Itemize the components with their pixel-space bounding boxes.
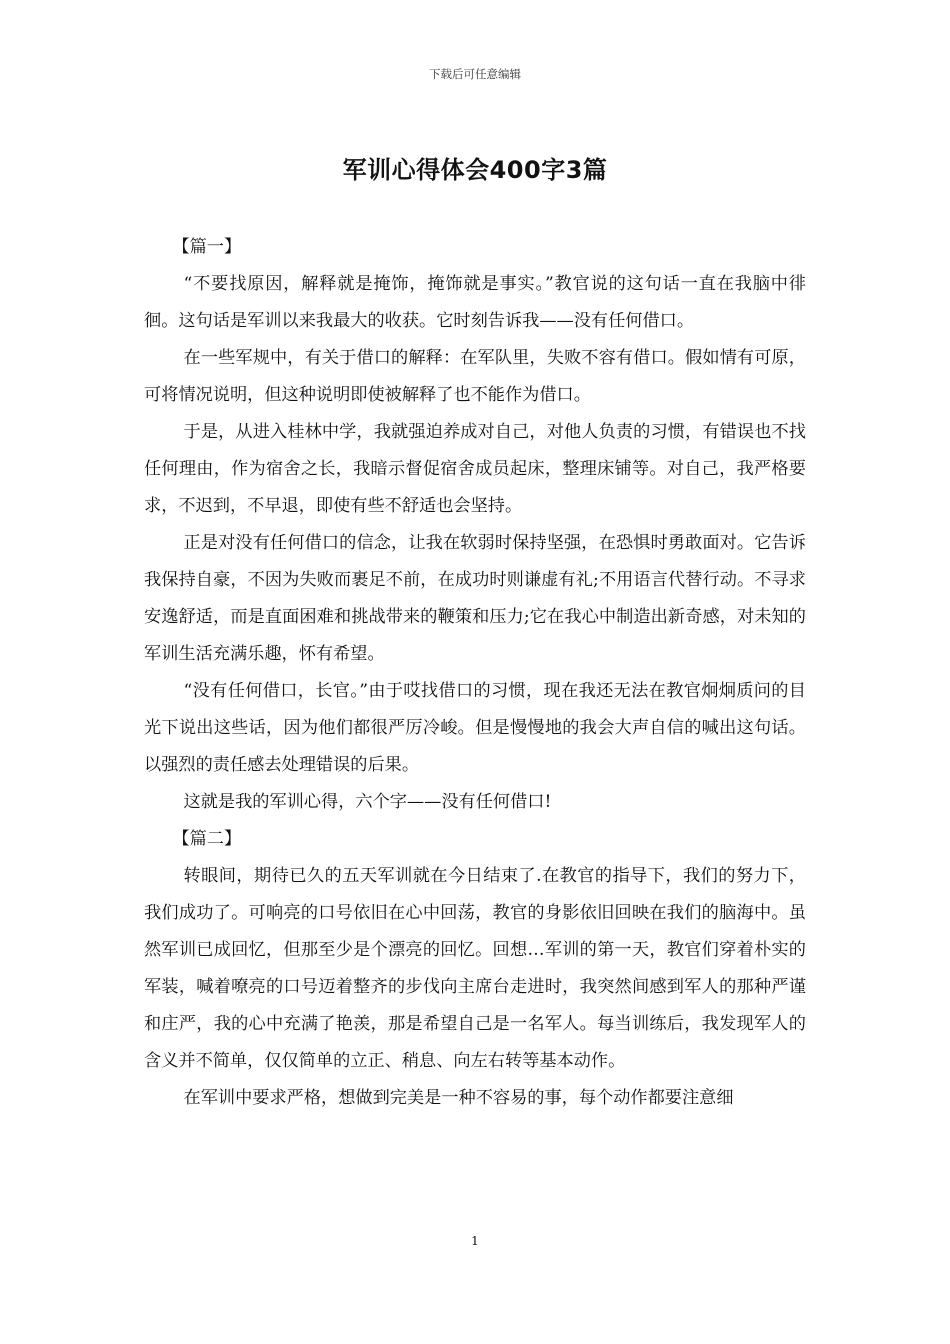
header-note: 下载后可任意编辑 <box>429 67 521 81</box>
paragraph: 在一些军规中，有关于借口的解释：在军队里，失败不容有借口。假如情有可原，可将情况说明，但这种说明即使被解释了也不能作为借口。 <box>144 348 806 405</box>
page-number: 1 <box>471 1234 479 1248</box>
paragraph: 这就是我的军训心得，六个字——没有任何借口! <box>183 792 552 812</box>
section-heading-2: 【篇二】 <box>172 829 242 849</box>
paragraph: 于是，从进入桂林中学，我就强迫养成对自己，对他人负责的习惯，有错误也不找任何理由，作为宿舍之长，我暗示督促宿舍成员起床，整理床铺等。对自己，我严格要求，不迟到，不早退，即使有些不舒适也会坚持。 <box>144 422 806 516</box>
paragraph: “没有任何借口，长官。”由于哎找借口的习惯，现在我还无法在教官炯炯质问的目光下说出这些话，因为他们都很严厉冷峻。但是慢慢地的我会大声自信的喊出这句话。以强烈的责任感去处理错误的后果。 <box>144 681 806 775</box>
paragraph: 转眼间，期待已久的五天军训就在今日结束了.在教官的指导下，我们的努力下，我们成功了。可响亮的口号依旧在心中回荡，教官的身影依旧回映在我们的脑海中。虽然军训已成回忆，但那至少是个漂亮的回忆。回想…军训的第一天，教官们穿着朴实的军装，喊着嘹亮的口号迈着整齐的步伐向主席台走进时，我突然间感到军人的那种严谨和庄严，我的心中充满了艳羡，那是希望自己是一名军人。每当训练后，我发现军人的含义并不简单，仅仅简单的立正、稍息、向左右转等基本动作。 <box>144 866 806 1071</box>
paragraph: “不要找原因，解释就是掩饰，掩饰就是事实。”教官说的这句话一直在我脑中徘徊。这句话是军训以来我最大的收获。它时刻告诉我——没有任何借口。 <box>144 274 806 331</box>
paragraph: 在军训中要求严格，想做到完美是一种不容易的事，每个动作都要注意细 <box>183 1088 734 1108</box>
document-body <box>144 229 806 1117</box>
document-title: 军训心得体会400字3篇 <box>342 156 608 184</box>
section-heading-1: 【篇一】 <box>172 237 242 257</box>
paragraph: 正是对没有任何借口的信念，让我在软弱时保持坚强，在恐惧时勇敢面对。它告诉我保持自豪，不因为失败而裹足不前，在成功时则谦虚有礼;不用语言代替行动。不寻求安逸舒适，而是直面困难和挑战带来的鞭策和压力;它在我心中制造出新奇感，对未知的军训生活充满乐趣，怀有希望。 <box>144 533 806 664</box>
